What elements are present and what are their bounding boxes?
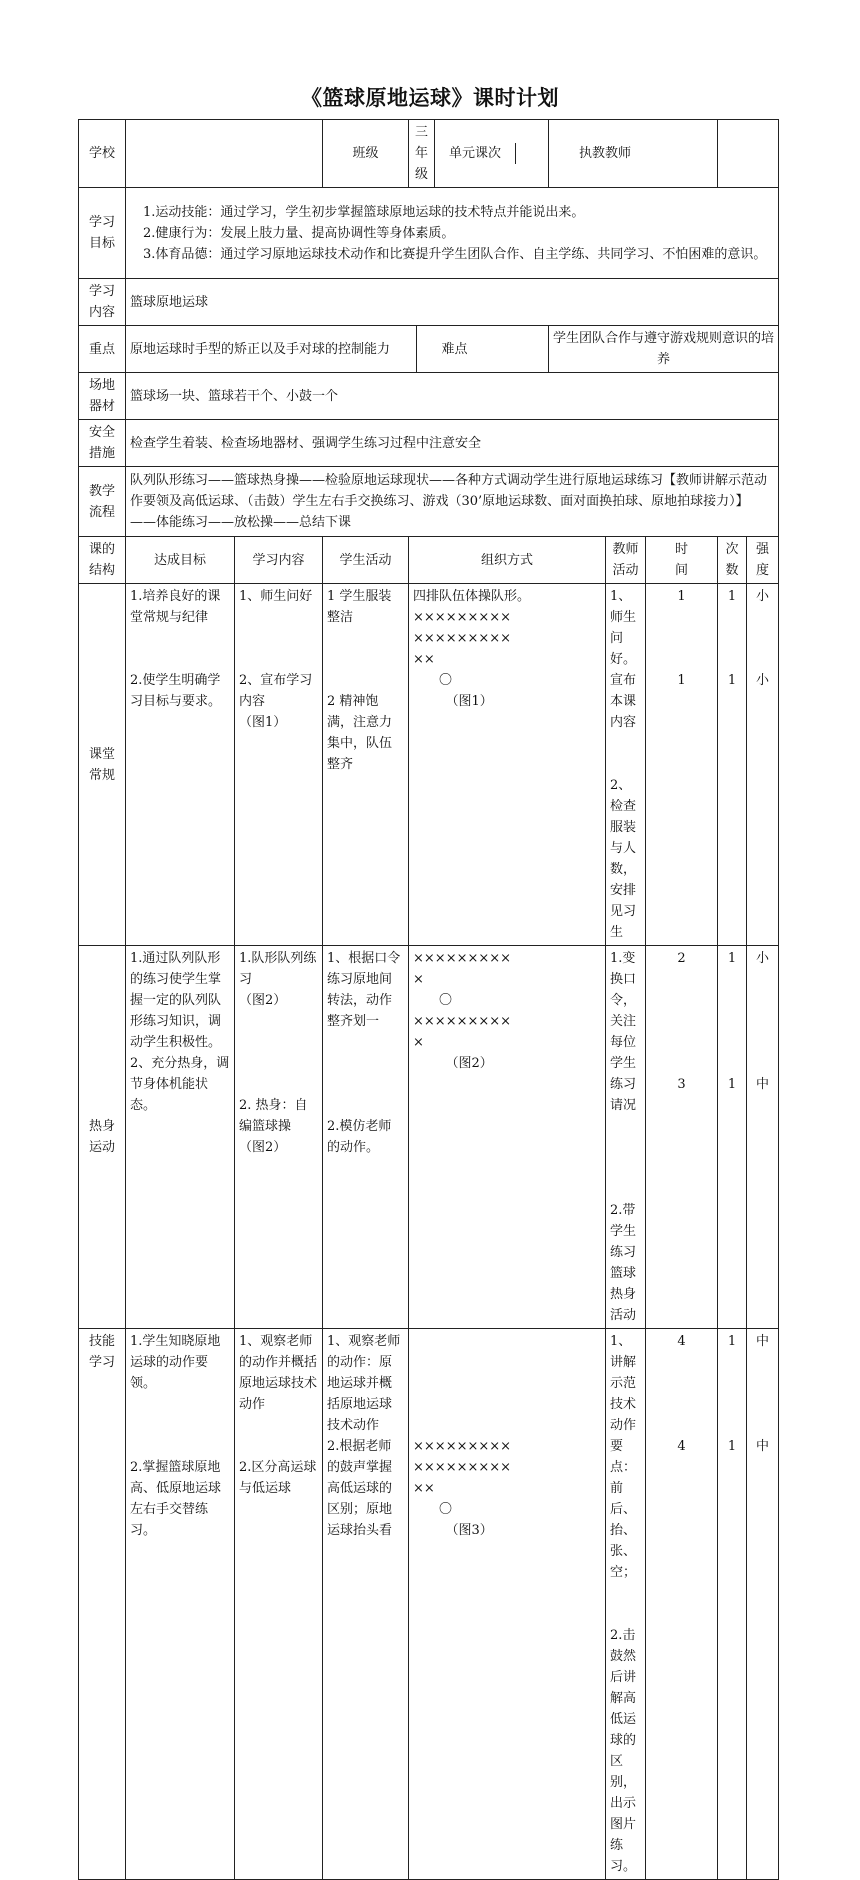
goal-item: 3.体育品德：通过学习原地运球技术动作和比赛提升学生团队合作、自主学练、共同学习、不怕困难的意识。	[143, 246, 767, 262]
col-time: 时 间	[646, 537, 718, 584]
section-time: 1 1	[646, 584, 718, 946]
col-goal: 达成目标	[126, 537, 235, 584]
section-routine	[79, 584, 779, 946]
school-label: 学校	[79, 120, 126, 188]
section-org: ××××××××× × 〇 ××××××××× × （图2）	[409, 946, 606, 1329]
section-org: 四排队伍体操队形。 ××××××××× ××××××××× ×× 〇 （图1）	[409, 584, 606, 946]
section-warmup	[79, 946, 779, 1329]
section-goal: 1.学生知晓原地运球的动作要领。 2.掌握篮球原地高、低原地运球左右手交替练习。	[126, 1329, 235, 1880]
section-time: 4 4	[646, 1329, 718, 1880]
structure-header-row	[79, 537, 779, 584]
focus-row	[79, 326, 779, 373]
safety-row	[79, 420, 779, 467]
section-student: 1 学生服装整洁 2 精神饱满，注意力集中，队伍整齐	[323, 584, 409, 946]
content-label: 学习 内容	[79, 279, 126, 326]
section-skill	[79, 1329, 779, 1880]
lesson-plan-table	[78, 119, 779, 1880]
unit-label: 单元课次	[449, 146, 502, 161]
col-student: 学生活动	[323, 537, 409, 584]
col-org: 组织方式	[409, 537, 606, 584]
teacher-label: 执教教师	[579, 146, 632, 161]
page-title: 《篮球原地运球》课时计划	[301, 86, 559, 110]
school-value	[126, 120, 323, 188]
key-point-label: 重点	[79, 326, 126, 373]
col-structure: 课的 结构	[79, 537, 126, 584]
unit-cell	[435, 120, 549, 188]
difficulty-label: 难点	[417, 326, 549, 373]
section-intensity: 小 小	[747, 584, 779, 946]
col-content: 学习内容	[235, 537, 323, 584]
teacher-cell	[549, 120, 718, 188]
goal-item: 2.健康行为：发展上肢力量、提高协调性等身体素质。	[143, 225, 455, 241]
key-point-value: 原地运球时手型的矫正以及手对球的控制能力	[126, 326, 417, 373]
section-org: ××××××××× ××××××××× ×× 〇 （图3）	[409, 1329, 606, 1880]
flow-label: 教学 流程	[79, 467, 126, 537]
col-count: 次 数	[718, 537, 747, 584]
section-teacher: 1.变换口令，关注每位学生练习请况 2.带学生练习篮球热身活动	[606, 946, 646, 1329]
flow-value: 队列队形练习——篮球热身操——检验原地运球现状——各种方式调动学生进行原地运球练习【教师讲解示范动作要领及高低运球、（击鼓）学生左右手交换练习、游戏（30’原地运球数、面对面换拍球、原地拍球接力）】——体能练习——放松操——总结下课	[126, 467, 779, 537]
section-goal: 1.通过队列队形的练习使学生掌握一定的队列队形练习知识，调动学生积极性。 2、充分热身，调节身体机能状态。	[126, 946, 235, 1329]
section-intensity: 小 中	[747, 946, 779, 1329]
safety-value: 检查学生着装、检查场地器材、强调学生练习过程中注意安全	[126, 420, 779, 467]
info-row	[79, 120, 779, 188]
col-intensity: 强 度	[747, 537, 779, 584]
section-count: 1 1	[718, 1329, 747, 1880]
col-teacher: 教师活动	[606, 537, 646, 584]
unit-value	[515, 143, 548, 164]
class-label: 班级	[323, 120, 409, 188]
flow-row	[79, 467, 779, 537]
section-name: 技能 学习	[79, 1329, 126, 1880]
section-content: 1.队形队列练习 （图2） 2. 热身：自编篮球操 （图2）	[235, 946, 323, 1329]
venue-row	[79, 373, 779, 420]
difficulty-value: 学生团队合作与遵守游戏规则意识的培养	[549, 326, 779, 373]
class-value: 三年级	[409, 120, 435, 188]
goals-label: 学习 目标	[79, 188, 126, 279]
venue-value: 篮球场一块、篮球若干个、小鼓一个	[126, 373, 779, 420]
section-teacher: 1、讲解示范技术动作要点：前后、抬、张、空； 2.击鼓然后讲解高低运球的区别，出示图片练习。	[606, 1329, 646, 1880]
section-content: 1、观察老师的动作并概括原地运球技术动作 2.区分高运球与低运球	[235, 1329, 323, 1880]
section-teacher: 1、师生问好。宣布本课内容 2、检查服装与人数，安排见习生	[606, 584, 646, 946]
goals-list	[126, 188, 779, 279]
content-row	[79, 279, 779, 326]
section-goal: 1.培养良好的课堂常规与纪律 2.使学生明确学习目标与要求。	[126, 584, 235, 946]
venue-label: 场地 器材	[79, 373, 126, 420]
goals-row	[79, 188, 779, 279]
section-name: 热身 运动	[79, 946, 126, 1329]
section-count: 1 1	[718, 946, 747, 1329]
section-count: 1 1	[718, 584, 747, 946]
teacher-value	[718, 120, 779, 188]
section-content: 1、师生问好 2、宣布学习内容 （图1）	[235, 584, 323, 946]
content-value: 篮球原地运球	[126, 279, 779, 326]
goal-item: 1.运动技能：通过学习，学生初步掌握篮球原地运球的技术特点并能说出来。	[143, 204, 585, 220]
section-student: 1、观察老师的动作：原地运球并概括原地运球技术动作 2.根据老师的鼓声掌握高低运球的区别；原地运球抬头看	[323, 1329, 409, 1880]
section-student: 1、根据口令练习原地间转法，动作整齐划一 2.模仿老师的动作。	[323, 946, 409, 1329]
safety-label: 安全 措施	[79, 420, 126, 467]
section-intensity: 中 中	[747, 1329, 779, 1880]
section-name: 课堂 常规	[79, 584, 126, 946]
section-time: 2 3	[646, 946, 718, 1329]
